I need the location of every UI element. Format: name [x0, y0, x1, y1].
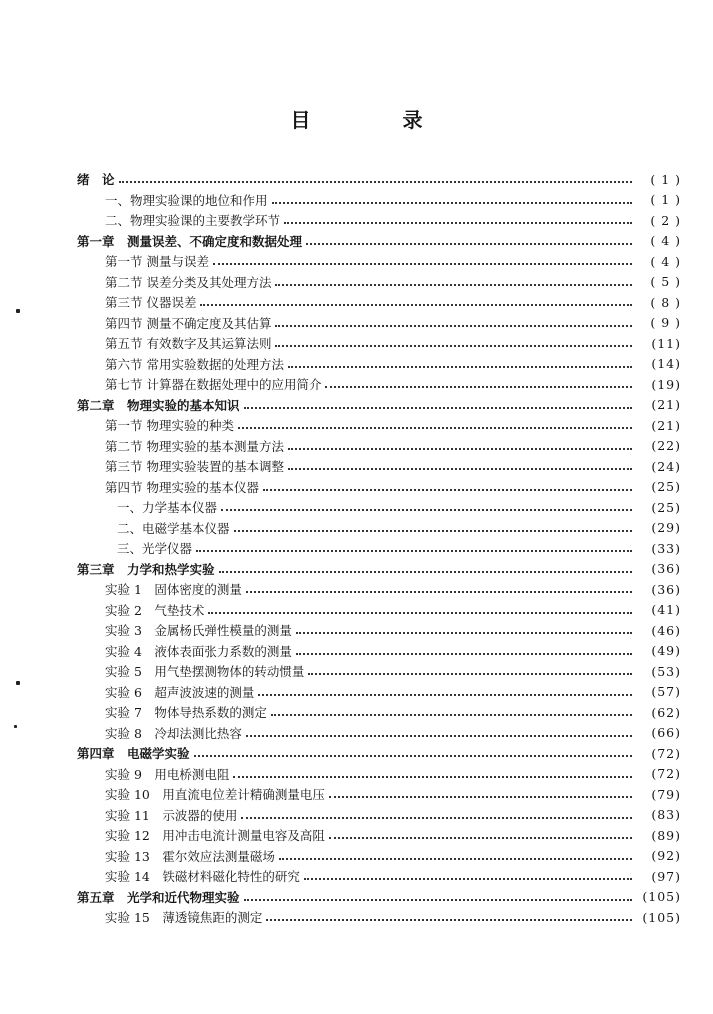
dot-leader [296, 651, 632, 655]
dot-leader [233, 774, 632, 778]
dot-leader [288, 466, 632, 470]
toc-entry [77, 497, 681, 518]
table-of-contents [77, 169, 681, 928]
toc-entry-label: 实验 11 示波器的使用 [105, 807, 238, 823]
page-title: 目 录 [290, 108, 459, 132]
toc-entry [77, 682, 681, 703]
dot-leader [306, 241, 632, 245]
dot-leader [234, 528, 632, 532]
dot-leader [246, 589, 632, 593]
toc-page-number: (49) [651, 643, 681, 659]
toc-entry-label: 实验 4 液体表面张力系数的测量 [105, 643, 292, 659]
toc-entry [77, 313, 681, 334]
toc-entry-label: 第五节 有效数字及其运算法则 [105, 336, 272, 352]
toc-page-number: (25) [651, 479, 681, 495]
toc-page-number: (62) [651, 704, 681, 720]
toc-page-number: ( 5 ) [650, 274, 681, 290]
toc-entry [77, 825, 681, 846]
toc-page-number: (41) [651, 602, 681, 618]
toc-entry [77, 210, 681, 231]
toc-entry-label: 实验 1 固体密度的测量 [105, 582, 242, 598]
toc-chapter-entry [77, 169, 681, 190]
toc-entry-label: 一、力学基本仪器 [117, 500, 218, 516]
toc-entry [77, 190, 681, 211]
dot-leader [275, 282, 632, 286]
toc-page-number: (92) [651, 848, 681, 864]
toc-page-number: (36) [651, 581, 681, 597]
toc-page-number: (29) [651, 520, 681, 536]
toc-page-number: (14) [651, 356, 681, 372]
toc-page-number: (79) [651, 786, 681, 802]
toc-entry-label: 实验 13 霍尔效应法测量磁场 [105, 848, 275, 864]
toc-entry-label: 第二节 物理实验的基本测量方法 [105, 438, 284, 454]
toc-page-number: ( 4 ) [650, 253, 681, 269]
dot-leader [208, 610, 632, 614]
toc-entry [77, 354, 681, 375]
dot-leader [288, 364, 632, 368]
toc-entry-label: 第四节 物理实验的基本仪器 [105, 479, 259, 495]
toc-chapter-entry [77, 559, 681, 580]
toc-entry [77, 477, 681, 498]
dot-leader [263, 487, 632, 491]
dot-leader [246, 733, 632, 737]
dot-leader [272, 200, 632, 204]
toc-entry [77, 805, 681, 826]
toc-entry-label: 二、物理实验课的主要教学环节 [105, 213, 281, 229]
toc-entry [77, 518, 681, 539]
dot-leader [244, 897, 632, 901]
toc-entry [77, 866, 681, 887]
toc-entry [77, 272, 681, 293]
toc-entry-label: 第四章 电磁学实验 [77, 746, 190, 762]
dot-leader [329, 794, 632, 798]
toc-page-number: (97) [651, 868, 681, 884]
toc-entry [77, 292, 681, 313]
toc-page-number: (36) [651, 561, 681, 577]
toc-entry-label: 二、电磁学基本仪器 [117, 520, 230, 536]
toc-entry-label: 第七节 计算器在数据处理中的应用简介 [105, 377, 322, 393]
toc-page-number: ( 4 ) [650, 233, 681, 249]
dot-leader [329, 835, 632, 839]
toc-entry [77, 333, 681, 354]
toc-entry-label: 第五章 光学和近代物理实验 [77, 889, 240, 905]
scan-speck [16, 681, 20, 685]
toc-entry-label: 实验 15 薄透镜焦距的测定 [105, 910, 263, 926]
toc-page-number: (105) [642, 909, 681, 925]
scan-speck [14, 725, 17, 728]
toc-page-number: ( 2 ) [650, 212, 681, 228]
toc-entry-label: 实验 6 超声波波速的测量 [105, 684, 255, 700]
toc-entry-label: 第一节 物理实验的种类 [105, 418, 234, 434]
dot-leader [196, 548, 632, 552]
toc-page-number: (11) [651, 335, 681, 351]
toc-entry [77, 620, 681, 641]
toc-entry [77, 661, 681, 682]
toc-entry-label: 第一章 测量误差、不确定度和数据处理 [77, 233, 303, 249]
toc-entry [77, 456, 681, 477]
toc-chapter-entry [77, 887, 681, 908]
toc-entry [77, 579, 681, 600]
toc-page-number: ( 1 ) [650, 171, 681, 187]
toc-entry-label: 实验 7 物体导热系数的测定 [105, 705, 267, 721]
toc-entry [77, 251, 681, 272]
dot-leader [275, 323, 632, 327]
dot-leader [221, 507, 632, 511]
dot-leader [284, 220, 632, 224]
toc-entry [77, 784, 681, 805]
toc-entry [77, 538, 681, 559]
toc-entry [77, 374, 681, 395]
toc-entry-label: 实验 10 用直流电位差计精确测量电压 [105, 787, 325, 803]
scan-speck [16, 309, 20, 313]
dot-leader [266, 917, 632, 921]
dot-leader [194, 753, 632, 757]
toc-page-number: (57) [651, 684, 681, 700]
toc-chapter-entry [77, 743, 681, 764]
toc-entry-label: 实验 2 气垫技术 [105, 602, 205, 618]
toc-page-number: (22) [651, 438, 681, 454]
dot-leader [308, 671, 632, 675]
toc-page-number: (72) [651, 745, 681, 761]
toc-entry-label: 第三节 仪器误差 [105, 295, 197, 311]
dot-leader [238, 425, 632, 429]
toc-entry [77, 764, 681, 785]
toc-page-number: (46) [651, 622, 681, 638]
toc-entry-label: 三、光学仪器 [117, 541, 193, 557]
toc-chapter-entry [77, 231, 681, 252]
toc-page-number: (24) [651, 458, 681, 474]
toc-page-number: (33) [651, 540, 681, 556]
toc-entry-label: 第六节 常用实验数据的处理方法 [105, 356, 284, 372]
toc-entry-label: 第三节 物理实验装置的基本调整 [105, 459, 284, 475]
toc-entry-label: 第二节 误差分类及其处理方法 [105, 274, 272, 290]
dot-leader [119, 179, 632, 183]
toc-entry [77, 415, 681, 436]
dot-leader [241, 815, 632, 819]
toc-page-number: (53) [651, 663, 681, 679]
toc-entry-label: 实验 9 用电桥测电阻 [105, 766, 230, 782]
toc-entry-label: 第一节 测量与误差 [105, 254, 209, 270]
toc-entry-label: 实验 3 金属杨氏弹性模量的测量 [105, 623, 292, 639]
toc-entry-label: 第二章 物理实验的基本知识 [77, 397, 240, 413]
toc-entry-label: 实验 14 铁磁材料磁化特性的研究 [105, 869, 300, 885]
toc-page-number: ( 8 ) [650, 294, 681, 310]
dot-leader [275, 343, 632, 347]
toc-page-number: (21) [651, 397, 681, 413]
toc-entry-label: 第四节 测量不确定度及其估算 [105, 315, 272, 331]
toc-entry-label: 实验 8 冷却法测比热容 [105, 725, 242, 741]
dot-leader [213, 261, 632, 265]
dot-leader [219, 569, 632, 573]
dot-leader [258, 692, 632, 696]
toc-page-number: (105) [642, 889, 681, 905]
toc-entry [77, 702, 681, 723]
toc-page-number: ( 1 ) [650, 192, 681, 208]
toc-entry-label: 绪 论 [77, 172, 115, 188]
dot-leader [288, 446, 632, 450]
toc-page-number: (66) [651, 725, 681, 741]
dot-leader [304, 876, 632, 880]
dot-leader [325, 384, 632, 388]
toc-chapter-entry [77, 395, 681, 416]
toc-entry [77, 600, 681, 621]
toc-page-number: ( 9 ) [650, 315, 681, 331]
dot-leader [279, 856, 632, 860]
toc-entry-label: 实验 12 用冲击电流计测量电容及高阻 [105, 828, 325, 844]
toc-entry [77, 436, 681, 457]
toc-entry [77, 907, 681, 928]
toc-page-number: (72) [651, 766, 681, 782]
dot-leader [200, 302, 632, 306]
toc-entry-label: 一、物理实验课的地位和作用 [105, 192, 268, 208]
toc-page-number: (89) [651, 827, 681, 843]
toc-entry-label: 实验 5 用气垫摆测物体的转动惯量 [105, 664, 305, 680]
dot-leader [244, 405, 632, 409]
toc-page-number: (25) [651, 499, 681, 515]
toc-page-number: (19) [651, 376, 681, 392]
toc-entry [77, 641, 681, 662]
toc-entry [77, 723, 681, 744]
toc-page-number: (21) [651, 417, 681, 433]
toc-entry [77, 846, 681, 867]
dot-leader [271, 712, 632, 716]
toc-page-number: (83) [651, 807, 681, 823]
toc-entry-label: 第三章 力学和热学实验 [77, 561, 215, 577]
dot-leader [296, 630, 632, 634]
